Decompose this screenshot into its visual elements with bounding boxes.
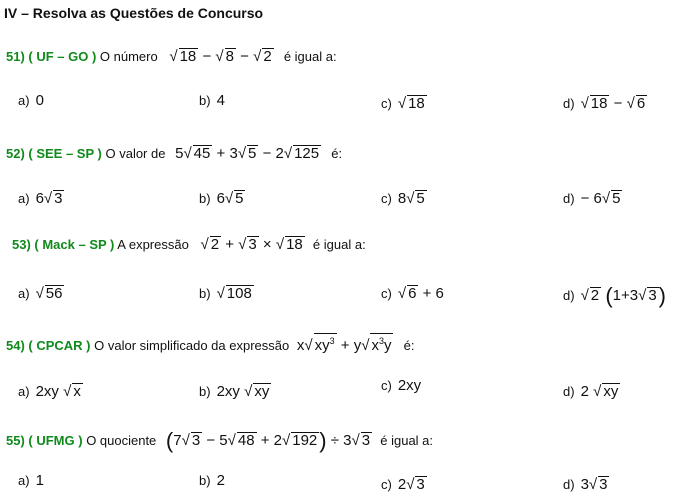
option-c: c) 2xy [381,377,422,394]
question-expression: 5√ 45 + 3√ 5 − 2√ 125 [175,145,320,162]
option-d: d) 2 √ xy [563,383,619,400]
section-title: IV – Resolva as Questões de Concurso [4,5,264,21]
question-tail: é: [403,338,415,353]
question-number: 54) ( CPCAR ) [6,338,91,353]
option-a: a) 1 [18,472,44,489]
question-51 [6,48,337,65]
option-d: d) √ 18 − √ 6 [563,95,646,112]
option-d: d) √ 2 (1+3√ 3) [563,283,666,308]
option-a: a) √ 56 [18,285,63,302]
question-52 [6,145,342,162]
question-tail: é: [331,146,343,161]
question-text: O quociente [86,433,157,448]
question-text: O valor de [105,146,166,161]
question-tail: é igual a: [380,433,434,448]
option-b: b) 4 [199,92,225,109]
option-d: d) − 6√ 5 [563,190,621,207]
question-number: 53) ( Mack – SP ) [12,237,115,252]
option-c: c) √ 18 [381,95,425,112]
option-c: c) √ 6 + 6 [381,285,444,302]
option-c: c) 8√ 5 [381,190,425,207]
question-expression: (7√ 3 − 5√ 48 + 2√ 192) ÷ 3√ 3 [165,428,371,453]
question-text: O valor simplificado da expressão [94,338,290,353]
question-tail: é igual a: [283,49,337,64]
option-b: b) 6√ 5 [199,190,244,207]
question-number: 52) ( SEE – SP ) [6,146,102,161]
question-expression: √ 2 + √ 3 × √ 18 [200,236,303,253]
option-c: c) 2√ 3 [381,476,425,493]
option-a: a) 6√ 3 [18,190,63,207]
question-number: 51) ( UF – GO ) [6,49,97,64]
option-a: a) 0 [18,92,44,109]
question-tail: é igual a: [312,237,366,252]
question-number: 55) ( UFMG ) [6,433,83,448]
option-b: b) 2xy √ xy [199,383,270,400]
question-53 [12,236,366,253]
option-d: d) 3√ 3 [563,476,608,493]
question-expression: √ 18 − √ 8 − √ 2 [169,48,272,65]
option-a: a) 2xy √ x [18,383,81,400]
question-54 [6,333,414,354]
option-b: b) √ 108 [199,285,252,302]
question-expression: x√ $xy^3 + y√$ $x^3y$ [297,337,398,354]
question-text: A expressão [117,237,189,252]
option-b: b) 2 [199,472,225,489]
question-text: O número [99,49,158,64]
question-55 [6,428,433,454]
